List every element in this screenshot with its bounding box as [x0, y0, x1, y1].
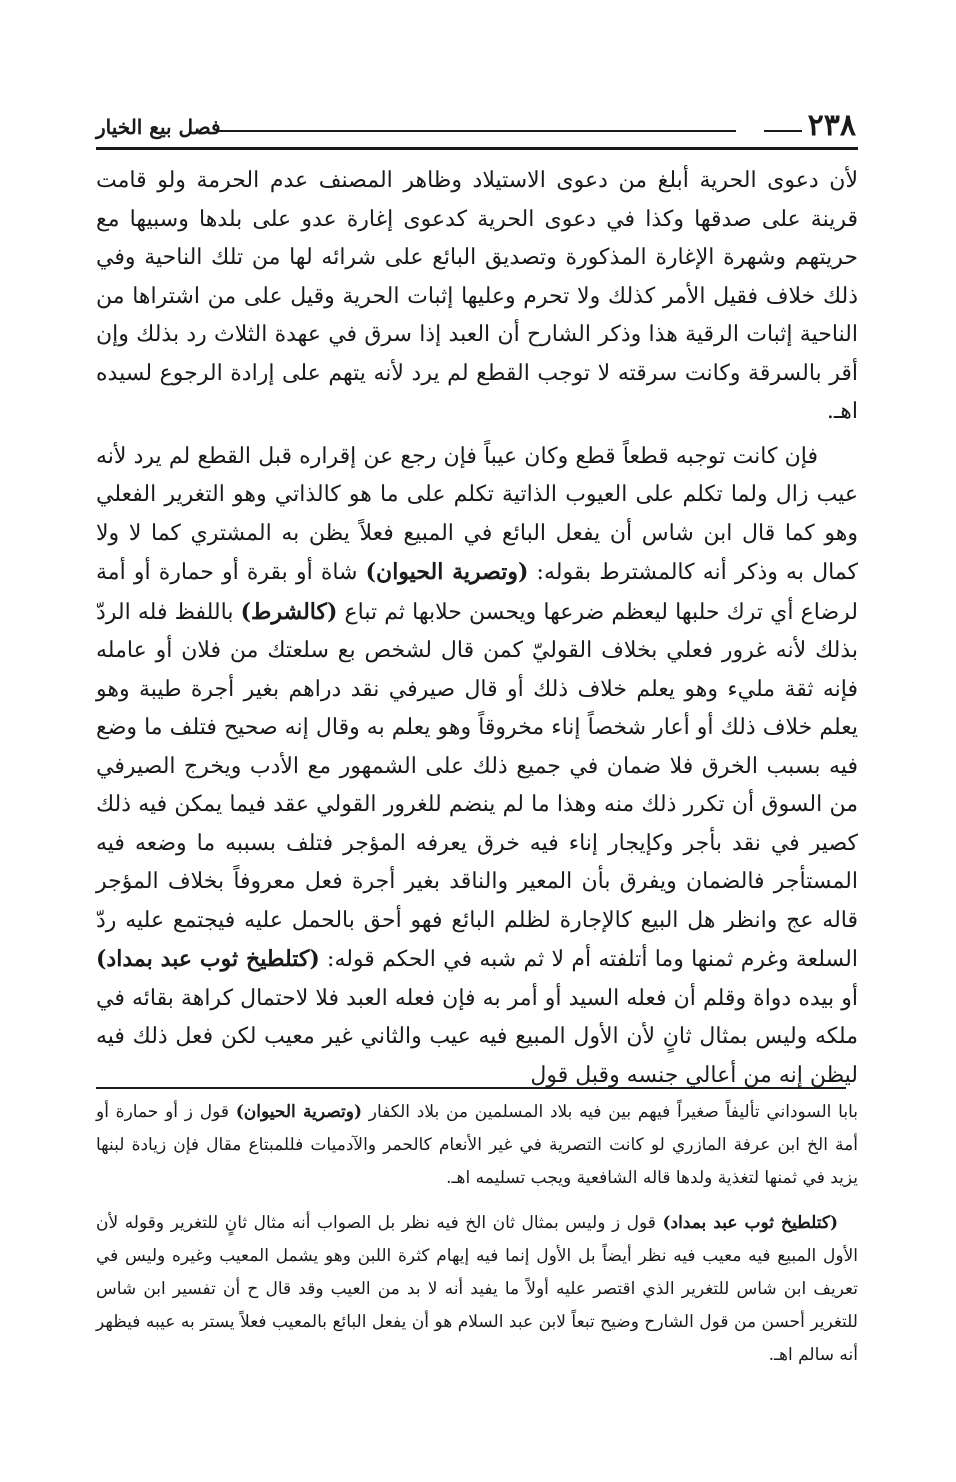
paragraph-2-text-a: فإن كانت توجبه قطعاً قطع وكان عيباً فإن رجع عن إقراره قبل القطع لم يرد لأنه عيب زال ولما تكلم على العيوب الذاتية تكلم على ما هو كالذاتي وهو التغرير الفعلي وهو كما قال ابن شاس أن يفعل البائع في المبيع فعلاً يظن به المشتري كما لا ولا كمال به وذكر أنه كالمشترط بقوله: [96, 443, 858, 585]
footnote-1-text-a: بابا السوداني تأليفاً صغيراً فيهم بين فيه بلاد المسلمين من بلاد الكفار [362, 1102, 858, 1122]
footnote-1 [96, 1096, 858, 1195]
running-head [96, 108, 856, 148]
header-rule-long [216, 130, 736, 132]
paragraph-2-text-e: باللفظ فله الردّ بذلك لأنه غرور فعلي بخلاف القوليّ كمن قال لشخص بع سلعتك من فلان أو عامله فإنه ثقة مليء وهو يعلم خلاف ذلك أو قال صيرفي نقد دراهم بغير أجرة طيبة وهو يعلم خلاف ذلك أو أعار شخصاً إناء مخروقاً وهو يعلم به وقال إنه صحيح فتلف ما وضع فيه بسبب الخرق فلا ضمان في جميع ذلك على الشمهور مع الأدب ويخرج الصيرفي من السوق أن تكرر ذلك منه وهذا ما لم ينضم للغرور القولي عقد فيما يمكن فيه ذلك كصير في نقد بأجر وكإيجار إناء فيه خرق يعرفه المؤجر فتلف بسببه ما وضعه فيه المستأجر فالضمان ويفرق بأن المعير والناقد بغير أجرة فعل معروفاً بخلاف المؤجر قاله عج وانظر هل البيع كالإجارة لظلم البائع فهو أحق بالحمل عليه فيجتمع عليه ردّ السلعة وغرم ثمنها وما أتلفته أم لا ثم شبه في الحكم قوله: [96, 599, 858, 972]
paragraph-2-text-c: شاة أو بقرة أو حمارة أو أمة لرضاع أي ترك حلبها ليعظم ضرعها ويحسن حلابها ثم تباع [96, 560, 858, 625]
paragraph-1: لأن دعوى الحرية أبلغ من دعوى الاستيلاد وظاهر المصنف عدم الحرمة ولو قامت قرينة على صدقها وكذا في دعوى الحرية كدعوى إغارة عدو على بلدها وسبيها مع حريتهم وشهرة الإغارة المذكورة وتصديق البائع على شرائه لها من تلك الناحية وفي ذلك خلاف فقيل الأمر كذلك ولا تحرم وعليها إثبات الحرية وقيل على من اشتراها من الناحية إثبات الرقية هذا وذكر الشارح أن العبد إذا سرق في عهدة الثلاث رد بذلك وإن أقر بالسرقة وكانت سرقته لا توجب القطع لم يرد لأنه يتهم على إرادة الرجوع لسيده اهـ. [96, 168, 858, 424]
footnote-1-bold-term: (وتصرية الحيوان) [235, 1102, 362, 1122]
footnote-2-bold-term: (كتلطيخ ثوب عبد بمداد) [662, 1213, 839, 1233]
header-divider [96, 147, 858, 150]
bold-term-taltikh: (كتلطيخ ثوب عبد بمداد) [96, 946, 320, 972]
bold-term-kashart: (كالشرط) [240, 598, 338, 625]
page-number: ٢٣٨ [807, 108, 856, 143]
bold-term-tasriya: (وتصرية الحيوان) [365, 559, 529, 585]
footnote-divider [96, 1087, 846, 1089]
footnote-1-text-c: قول ز أو حمارة أو أمة الخ ابن عرفة المازري لو كانت التصرية في غير الأنعام كالحمر والآدميات فللمبتاع مقال فإن زيادة لبنها يزيد في ثمنها لتغذية ولدها قاله الشافعية ويجب تسليمه اهـ. [96, 1102, 858, 1188]
footnotes [96, 1096, 858, 1372]
header-rule-short [764, 130, 802, 132]
main-text [96, 162, 858, 1095]
footnote-2-text-b: قول ز وليس بمثال ثان الخ فيه نظر بل الصواب أنه مثال ثانٍ للتغرير وقوله لأن الأول المبيع فيه معيب فيه نظر أيضاً بل الأول إنما فيه إيهام كثرة اللبن وهو يشمل المعيب وغيره وليس في تعريف ابن شاس للتغرير الذي اقتصر عليه أولاً ما يفيد أنه لا بد من العيب وقد قال ح أن تفسير ابن شاس للتغرير أحسن من قول الشارح وضيح تبعاً لابن عبد السلام هو أن يفعل البائع بالمعيب فعلاً يستر به عيبه فيظهر أنه سالم اهـ. [96, 1213, 858, 1365]
paragraph-2-text-g: أو بيده دواة وقلم أن فعله السيد أو أمر به فإن فعله العبد فلا لاحتمال كراهة بقائه في ملكه وليس بمثال ثانٍ لأن الأول المبيع فيه عيب والثاني غير معيب لكن فعل ذلك فيه ليظن إنه من أعالي جنسه وقبل قول [96, 985, 858, 1088]
paragraph-2 [96, 438, 858, 1096]
footnote-2 [96, 1207, 858, 1372]
section-title: فصل بيع الخيار [96, 115, 221, 139]
